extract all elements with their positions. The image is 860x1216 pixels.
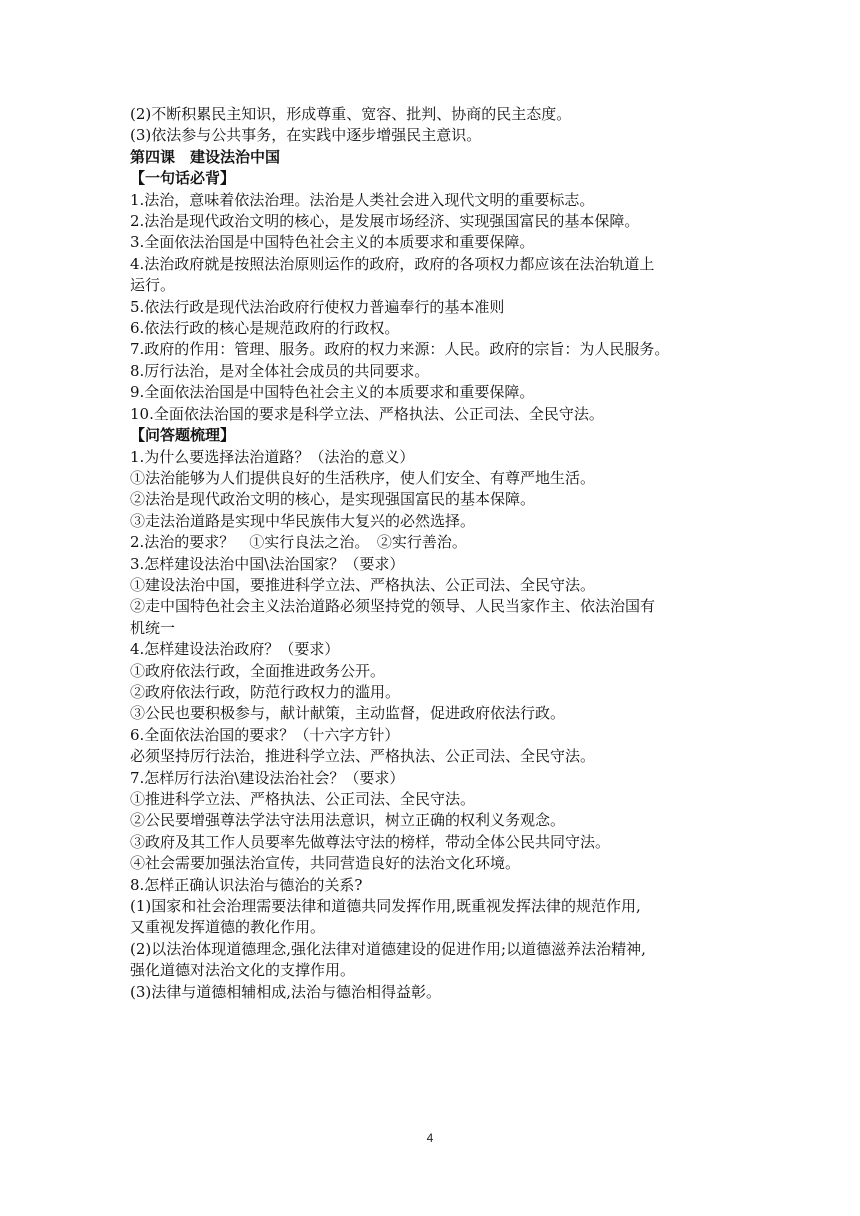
section-heading: 【问答题梳理】 — [130, 426, 236, 445]
text-line: 3.怎样建设法治中国\法治国家？（要求） — [130, 554, 405, 573]
text-line: 2.法治的要求？ ①实行良法之治。 ②实行善治。 — [130, 533, 467, 552]
text-line: (3)法律与道德相辅相成,法治与德治相得益彰。 — [130, 982, 442, 1001]
document-page — [130, 104, 730, 1003]
text-line: 机统一 — [130, 618, 176, 637]
text-line: ①法治能够为人们提供良好的生活秩序，使人们安全、有尊严地生活。 — [130, 468, 596, 487]
text-line: 4.法治政府就是按照法治原则运作的政府，政府的各项权力都应该在法治轨道上 — [130, 254, 655, 273]
text-line: ③走法治道路是实现中华民族伟大复兴的必然选择。 — [130, 511, 476, 530]
text-line: 6.全面依法治国的要求？（十六字方针） — [130, 725, 400, 744]
text-line: ②法治是现代政治文明的核心，是实现强国富民的基本保障。 — [130, 490, 536, 509]
text-line: ③政府及其工作人员要率先做尊法守法的榜样，带动全体公民共同守法。 — [130, 832, 611, 851]
section-heading: 第四课 建设法治中国 — [130, 147, 281, 166]
text-line: 又重视发挥道德的教化作用。 — [130, 918, 326, 937]
text-line: (2)以法治体现道德理念,强化法律对道德建设的促进作用;以道德滋养法治精神, — [130, 939, 646, 958]
text-line: 9.全面依法治国是中国特色社会主义的本质要求和重要保障。 — [130, 383, 535, 402]
text-line: ④社会需要加强法治宣传，共同营造良好的法治文化环境。 — [130, 854, 521, 873]
text-line: 5.依法行政是现代法治政府行使权力普遍奉行的基本准则 — [130, 297, 505, 316]
text-line: 3.全面依法治国是中国特色社会主义的本质要求和重要保障。 — [130, 233, 535, 252]
text-line: ②走中国特色社会主义法治道路必须坚持党的领导、人民当家作主、依法治国有 — [130, 597, 656, 616]
text-line: ③公民也要积极参与，献计献策，主动监督，促进政府依法行政。 — [130, 704, 566, 723]
text-line: (1)国家和社会治理需要法律和道德共同发挥作用,既重视发挥法律的规范作用, — [130, 897, 641, 916]
text-line: (2)不断积累民主知识，形成尊重、宽容、批判、协商的民主态度。 — [130, 105, 572, 123]
page-number: 4 — [426, 1131, 434, 1145]
text-line: 7.怎样厉行法治\建设法治社会？（要求） — [130, 768, 405, 787]
text-line: 运行。 — [130, 276, 176, 295]
section-heading: 【一句话必背】 — [130, 169, 236, 188]
text-line: 7.政府的作用：管理、服务。政府的权力来源：人民。政府的宗旨：为人民服务。 — [130, 340, 670, 359]
text-line: (3)依法参与公共事务，在实践中逐步增强民主意识。 — [130, 126, 482, 145]
text-line: ②政府依法行政，防范行政权力的滥用。 — [130, 682, 401, 701]
text-line: 4.怎样建设法治政府？（要求） — [130, 640, 340, 659]
text-line: ②公民要增强尊法学法守法用法意识，树立正确的权利义务观念。 — [130, 811, 566, 830]
text-line: 6.依法行政的核心是规范政府的行政权。 — [130, 319, 400, 338]
text-line: 必须坚持厉行法治，推进科学立法、严格执法、公正司法、全民守法。 — [130, 747, 596, 766]
text-line: 强化道德对法治文化的支撑作用。 — [130, 961, 356, 980]
text-line: 1.法治，意味着依法治理。法治是人类社会进入现代文明的重要标志。 — [130, 190, 595, 209]
text-line: 2.法治是现代政治文明的核心，是发展市场经济、实现强国富民的基本保障。 — [130, 212, 640, 231]
text-line: 1.为什么要选择法治道路？（法治的意义） — [130, 447, 415, 466]
text-line: 8.怎样正确认识法治与德治的关系? — [130, 875, 363, 894]
text-line: ①政府依法行政，全面推进政务公开。 — [130, 661, 386, 680]
text-line: 8.厉行法治，是对全体社会成员的共同要求。 — [130, 361, 430, 380]
text-line: ①推进科学立法、严格执法、公正司法、全民守法。 — [130, 790, 476, 808]
text-line: 10.全面依法治国的要求是科学立法、严格执法、公正司法、全民守法。 — [130, 404, 604, 423]
text-line: ①建设法治中国，要推进科学立法、严格执法、公正司法、全民守法。 — [130, 575, 596, 594]
